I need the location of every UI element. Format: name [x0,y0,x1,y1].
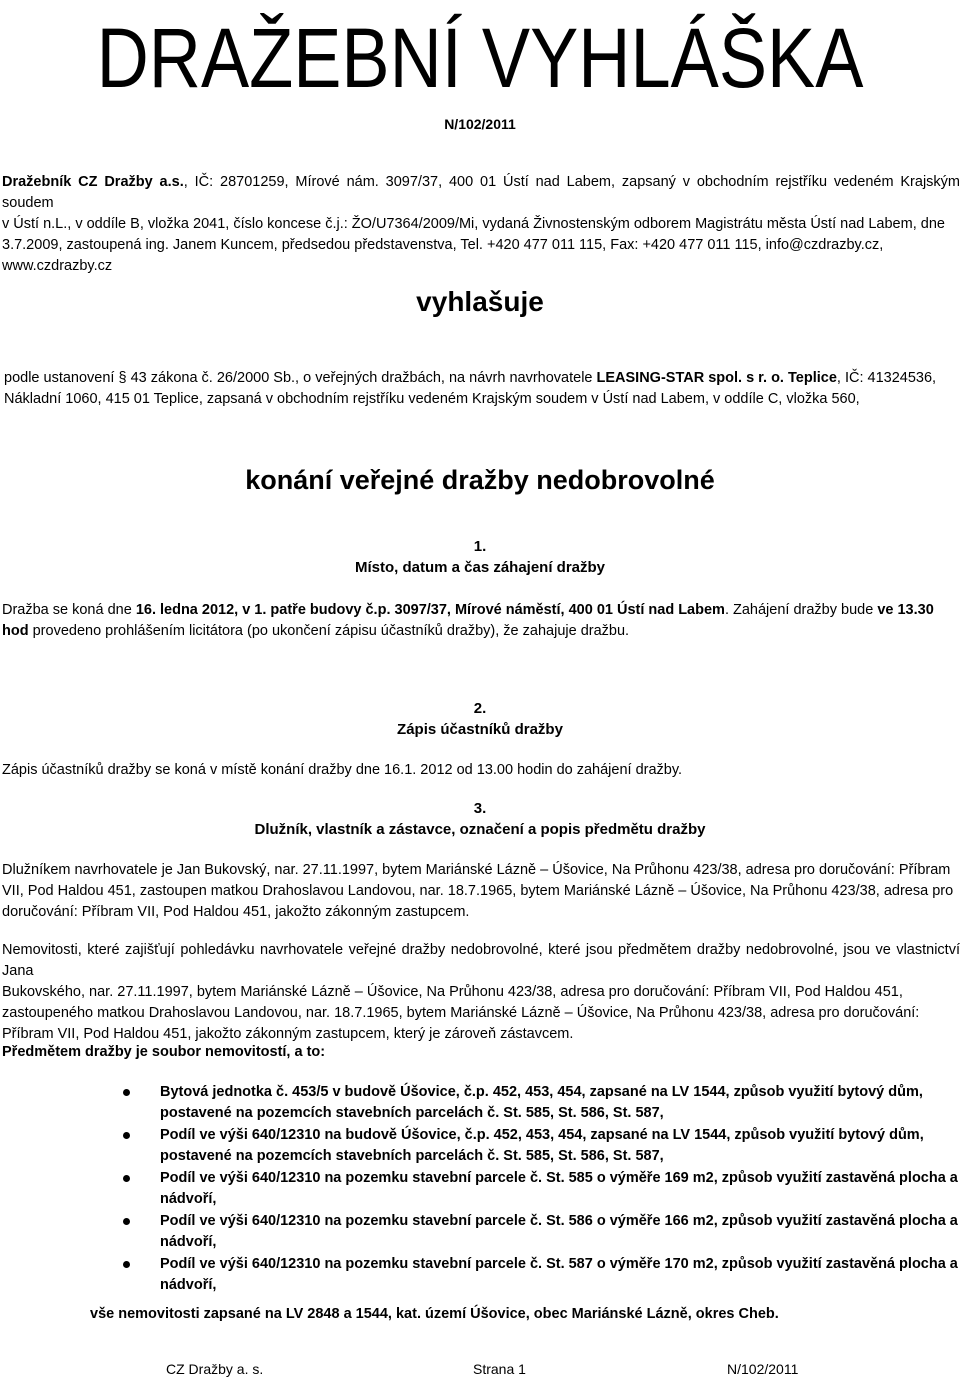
bullet-icon [123,1132,130,1139]
legal-basis-line-2: Nákladní 1060, 415 01 Teplice, zapsaná v obchodním rejstříku vedeném Krajským soudem v Ústí nad Labem, v oddíle C, vložka 560, [4,391,860,407]
legal-basis-paragraph [4,368,960,410]
debtor-line-1: Dlužníkem navrhovatele je Jan Bukovský, nar. 27.11.1997, bytem Mariánské Lázně – Úšovice, Na Průhonu 423/38, adresa pro doručování: Příbram [2,862,951,878]
footer-company: CZ Dražby a. s. [166,1361,264,1377]
proposer-name: LEASING-STAR spol. s r. o. Teplice [596,370,837,386]
owner-line-2: Bukovského, nar. 27.11.1997, bytem Mariánské Lázně – Úšovice, Na Průhonu 423/38, adresa pro doručování: Příbram VII, Pod Haldou 451, [2,984,903,1000]
section-1-number: 1. [473,538,487,555]
subject-item-line-2: postavené na pozemcích stavebních parcelách č. St. 585, St. 586, St. 587, [160,1105,664,1121]
intro-text-1: , IČ: 28701259, Mírové nám. 3097/37, 400 01 Ústí nad Labem, zapsaný v obchodním rejstříku vedeném Krajským soudem [2,174,960,211]
reference-number: N/102/2011 [444,116,516,132]
subject-item-line-1: Podíl ve výši 640/12310 na pozemku stavební parcele č. St. 586 o výměře 166 m2, způsob využití zastavěná plocha a [160,1213,958,1229]
owner-line-4: Příbram VII, Pod Haldou 451, jakožto zákonným zastupcem, který je zároveň zástavcem. [2,1026,574,1042]
intro-line-1 [2,172,960,214]
registry-note: vše nemovitosti zapsané na LV 2848 a 1544, kat. území Úšovice, obec Mariánské Lázně, okres Cheb. [90,1306,779,1322]
announces-heading: vyhlašuje [416,286,544,317]
intro-line-2: v Ústí n.L., v oddíle B, vložka 2041, číslo koncese č.j.: ŽO/U7364/2009/Mi, vydaná Živnostenským odborem Magistrátu města Ústí nad Labem, dne [2,216,945,232]
debtor-line-2: VII, Pod Haldou 451, zastoupen matkou Drahoslavou Landovou, nar. 18.7.1965, bytem Mariánské Lázně – Úšovice, Na Průhonu 423/38, adresa pro [2,883,954,899]
owner-line-1: Nemovitosti, které zajišťují pohledávku navrhovatele veřejné dražby nedobrovolné, které jsou předmětem dražby nedobrovolné, jsou ve vlastnictví Jana [2,942,960,979]
section-symbol: § [118,370,127,386]
intro-line-3: 3.7.2009, zastoupená ing. Janem Kuncem, předsedou představenstva, Tel. +420 477 011 115, Fax: +420 477 011 115, info@czdrazby.cz, [2,237,884,253]
section-1-paragraph [2,600,960,642]
section-1-text-e: provedeno prohlášením licitátora (po ukončení zápisu účastníků dražby), že zahajuje dražbu. [28,623,630,639]
footer-page-number: Strana 1 [473,1361,526,1377]
subject-item [160,1254,960,1296]
legal-basis-end: , IČ: 41324536, [836,370,937,386]
legal-basis-mid: 43 zákona č. 26/2000 Sb., o veřejných dražbách, na návrh navrhovatele [130,370,593,386]
bullet-icon [123,1175,130,1182]
intro-paragraph [2,172,960,277]
subject-item-line-2: postavené na pozemcích stavebních parcelách č. St. 585, St. 586, St. 587, [160,1148,664,1164]
section-1-place: 16. ledna 2012, v 1. patře budovy č.p. 3097/37, Mírové náměstí, 400 01 Ústí nad Labem [135,602,725,618]
subject-heading: Předmětem dražby je soubor nemovitostí, a to: [2,1044,326,1060]
subject-item [160,1211,960,1253]
section-2-title: Zápis účastníků dražby [397,721,563,738]
document-title: DRAŽEBNÍ VYHLÁŠKA [96,11,864,105]
section-1-hod: hod [2,623,29,639]
auction-type-heading: konání veřejné dražby nedobrovolné [245,465,715,495]
section-2-number: 2. [473,700,487,717]
debtor-line-3: doručování: Příbram VII, Pod Haldou 451, jakožto zákonným zastupcem. [2,904,470,920]
subject-item-line-1: Bytová jednotka č. 453/5 v budově Úšovice, č.p. 452, 453, 454, zapsané na LV 1544, způsob využití bytový dům, [160,1084,923,1100]
bullet-icon [123,1089,130,1096]
intro-line-4: www.czdrazby.cz [2,258,113,274]
bullet-icon [123,1261,130,1268]
page-footer [0,1361,960,1381]
section-1-line-2 [2,621,960,642]
subject-item [160,1168,960,1210]
footer-reference: N/102/2011 [727,1361,799,1377]
section-1-text-a: Dražba se koná dne [2,602,136,618]
subject-list [160,1082,960,1296]
subject-item-line-1: Podíl ve výši 640/12310 na pozemku stavební parcele č. St. 587 o výměře 170 m2, způsob využití zastavěná plocha a [160,1256,958,1272]
bullet-icon [123,1218,130,1225]
owner-line-3: zastoupeného matkou Drahoslavou Landovou, nar. 18.7.1965, bytem Mariánské Lázně – Úšovice, Na Průhonu 423/38, adresa pro doručování: [2,1005,920,1021]
legal-basis-line-1 [4,368,960,389]
subject-item-line-1: Podíl ve výši 640/12310 na budově Úšovice, č.p. 452, 453, 454, zapsané na LV 1544, způsob využití bytový dům, [160,1127,924,1143]
legal-basis-start: podle ustanovení [4,370,115,386]
subject-item-line-2: nádvoří, [160,1277,217,1293]
subject-item-line-2: nádvoří, [160,1191,217,1207]
section-3-number: 3. [473,800,487,817]
subject-item [160,1082,960,1124]
debtor-paragraph [2,860,960,923]
section-1-time: ve 13.30 [877,602,934,618]
subject-item [160,1125,960,1167]
section-2-paragraph: Zápis účastníků dražby se koná v místě konání dražby dne 16.1. 2012 od 13.00 hodin do zahájení dražby. [2,762,683,778]
section-1-title: Místo, datum a čas záhajení dražby [354,559,606,576]
section-3-title: Dlužník, vlastník a zástavce, označení a popis předmětu dražby [254,821,706,838]
subject-item-line-2: nádvoří, [160,1234,217,1250]
owner-paragraph [2,940,960,1045]
section-1-text-c: . Zahájení dražby bude [724,602,878,618]
subject-item-line-1: Podíl ve výši 640/12310 na pozemku stavební parcele č. St. 585 o výměře 169 m2, způsob využití zastavěná plocha a [160,1170,958,1186]
section-1-line-1 [2,600,960,621]
auctioneer-name: Dražebník CZ Dražby a.s. [2,174,184,190]
